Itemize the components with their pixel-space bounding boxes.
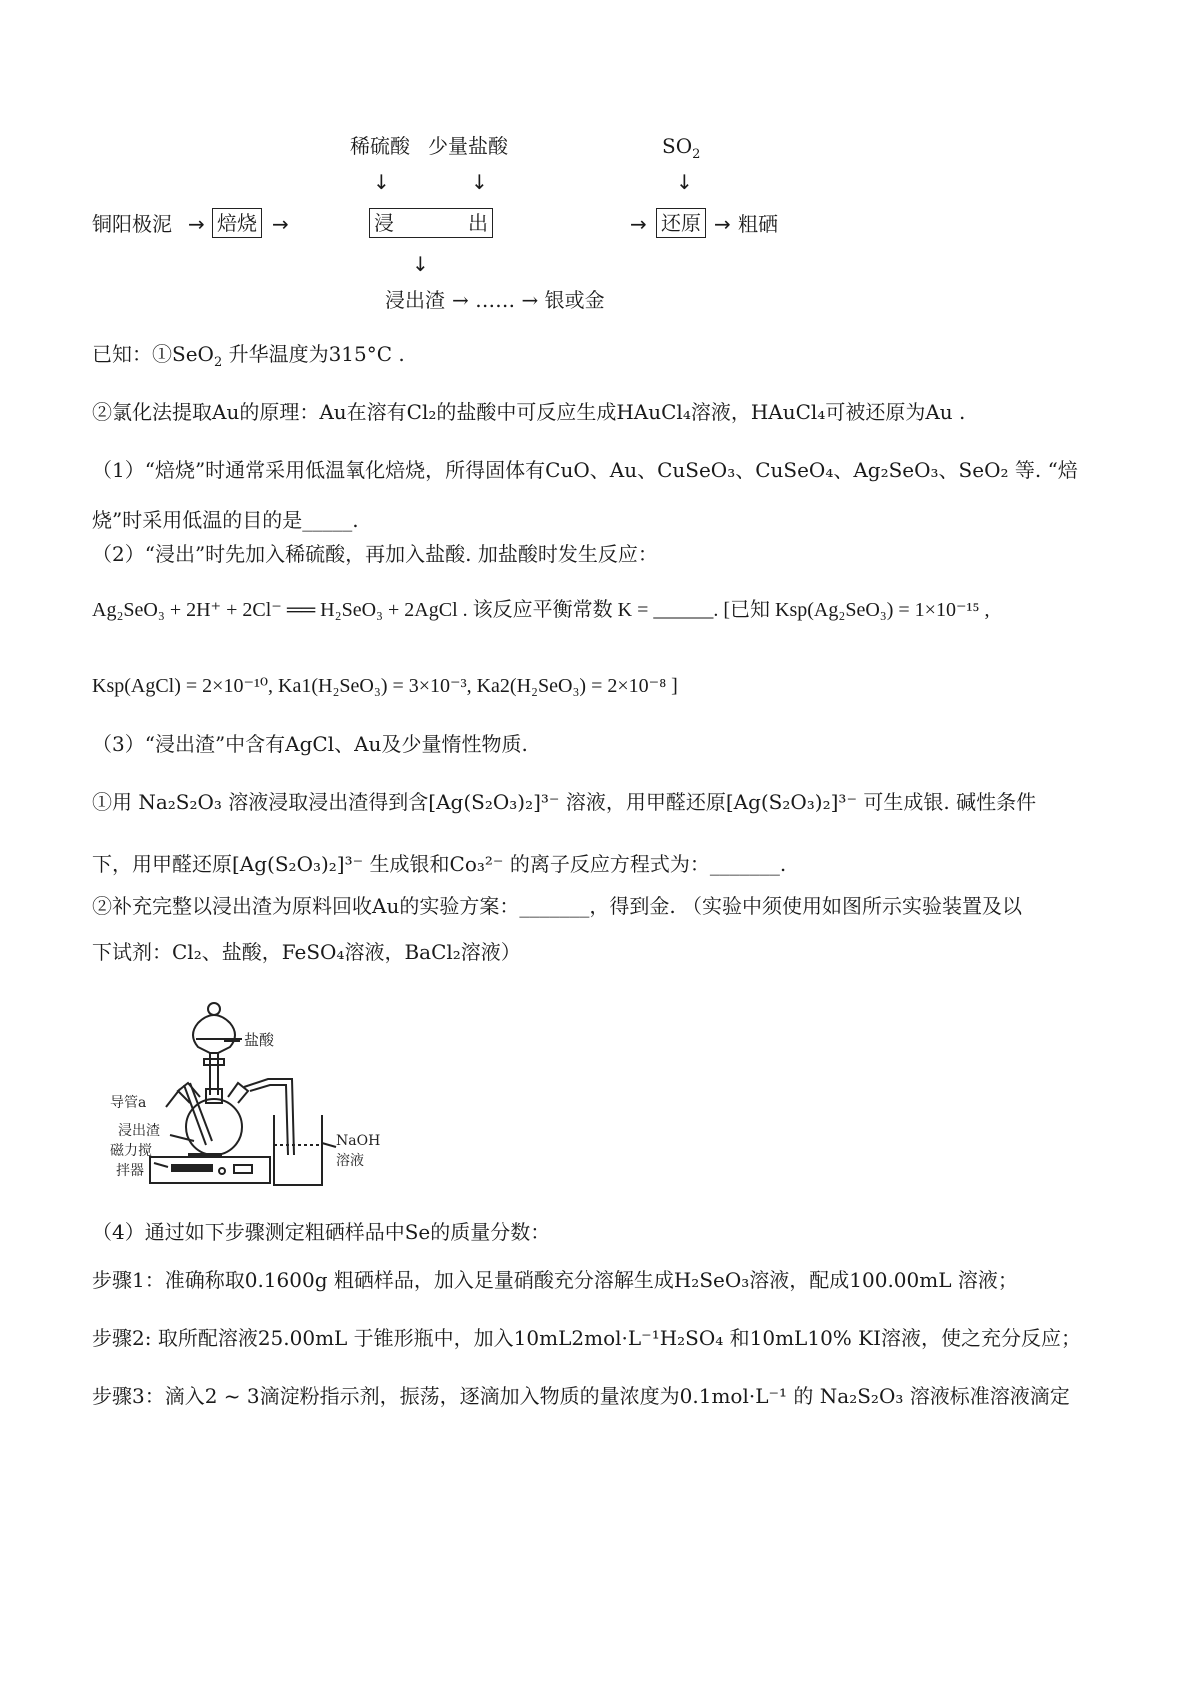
known-item-1: 已知：①SeO$_2$ 升华温度为315°C .	[92, 342, 405, 370]
q3-line-2: ①用 Na₂S₂O₃ 溶液浸取浸出渣得到含[Ag(S₂O₃)₂]³⁻ 溶液，用甲醛还原[Ag(S₂O₃)₂]³⁻ 可生成银. 碱性条件	[92, 790, 1037, 814]
reagent-dilute-sulfuric: 稀硫酸	[350, 134, 410, 158]
reagent-hydrochloric: 少量盐酸	[428, 134, 508, 158]
q3-line-4: ②补充完整以浸出渣为原料回收Au的实验方案：_______，得到金. （实验中须使用如图所示实验装置及以	[92, 894, 1023, 918]
q3-line-1: （3）“浸出渣”中含有AgCl、Au及少量惰性物质.	[92, 732, 528, 756]
residue-chain: → …… → 银或金	[452, 288, 605, 312]
three-neck-flask-icon	[186, 1099, 242, 1155]
down-arrow-icon: ↓	[373, 170, 390, 194]
right-arrow-icon: →	[630, 212, 647, 236]
step-leach-box: 浸 出	[369, 208, 493, 238]
right-arrow-icon: →	[714, 212, 731, 236]
start-material: 铜阳极泥	[92, 212, 172, 236]
residue-label: 浸出渣	[385, 288, 445, 312]
down-arrow-icon: ↓	[676, 170, 693, 194]
step-roast-box: 焙烧	[212, 208, 262, 238]
label-naoh: NaOH	[336, 1133, 381, 1149]
label-naoh-solution: 溶液	[336, 1153, 364, 1169]
q3-line-3: 下，用甲醛还原[Ag(S₂O₃)₂]³⁻ 生成银和Co₃²⁻ 的离子反应方程式为：_______.	[92, 852, 787, 876]
label-tube-a: 导管a	[110, 1095, 147, 1111]
apparatus-figure	[110, 995, 390, 1195]
q4-line-1: （4）通过如下步骤测定粗硒样品中Se的质量分数：	[92, 1220, 551, 1244]
q2-line-1: （2）“浸出”时先加入稀硫酸，再加入盐酸. 加盐酸时发生反应：	[92, 542, 658, 566]
label-stirrer-2: 拌器	[116, 1163, 144, 1179]
q1-line-1: （1）“焙烧”时通常采用低温氧化焙烧，所得固体有CuO、Au、CuSeO₃、CuSeO₄、Ag₂SeO₃、SeO₂ 等. “焙	[92, 458, 1078, 482]
right-arrow-icon: →	[188, 212, 205, 236]
stopper-icon	[208, 1003, 220, 1015]
product-crude-se: 粗硒	[738, 212, 778, 236]
down-arrow-icon: ↓	[471, 170, 488, 194]
q3-line-5: 下试剂：Cl₂、盐酸，FeSO₄溶液，BaCl₂溶液）	[92, 940, 521, 964]
step-reduce-box: 还原	[656, 208, 706, 238]
q4-step-2: 步骤2: 取所配溶液25.00mL 于锥形瓶中，加入10mL2mol·L⁻¹H₂SO₄ 和10mL10% KI溶液，使之充分反应；	[92, 1326, 1081, 1350]
q4-step-3: 步骤3：滴入2 ~ 3滴淀粉指示剂，振荡，逐滴加入物质的量浓度为0.1mol·L⁻¹ 的 Na₂S₂O₃ 溶液标准溶液滴定	[92, 1384, 1070, 1408]
label-acid: 盐酸	[244, 1031, 275, 1049]
reagent-so2: $SO_2$	[662, 134, 701, 162]
q2-equation: Ag₂SeO₃ + 2H⁺ + 2Cl⁻ ══ H₂SeO₃ + 2AgCl . 该反应平衡常数 K = ______. [已知 Ksp(Ag₂SeO₃) = 1×10⁻¹⁵ ,	[92, 599, 990, 621]
q4-step-1: 步骤1：准确称取0.1600g 粗硒样品，加入足量硝酸充分溶解生成H₂SeO₃溶液，配成100.00mL 溶液；	[92, 1268, 1018, 1292]
label-residue: 浸出渣	[118, 1123, 160, 1139]
down-arrow-icon: ↓	[412, 252, 429, 276]
q1-line-2: 烧”时采用低温的目的是_____.	[92, 508, 359, 532]
known-item-2: ②氯化法提取Au的原理：Au在溶有Cl₂的盐酸中可反应生成HAuCl₄溶液，HAuCl₄可被还原为Au .	[92, 400, 966, 424]
right-arrow-icon: →	[272, 212, 289, 236]
dropping-funnel-icon	[193, 1015, 235, 1053]
beaker-icon	[274, 1115, 322, 1185]
label-stirrer: 磁力搅	[110, 1143, 152, 1159]
q2-constants: Ksp(AgCl) = 2×10⁻¹⁰, Ka1(H₂SeO₃) = 3×10⁻³, Ka2(H₂SeO₃) = 2×10⁻⁸ ]	[92, 675, 678, 697]
